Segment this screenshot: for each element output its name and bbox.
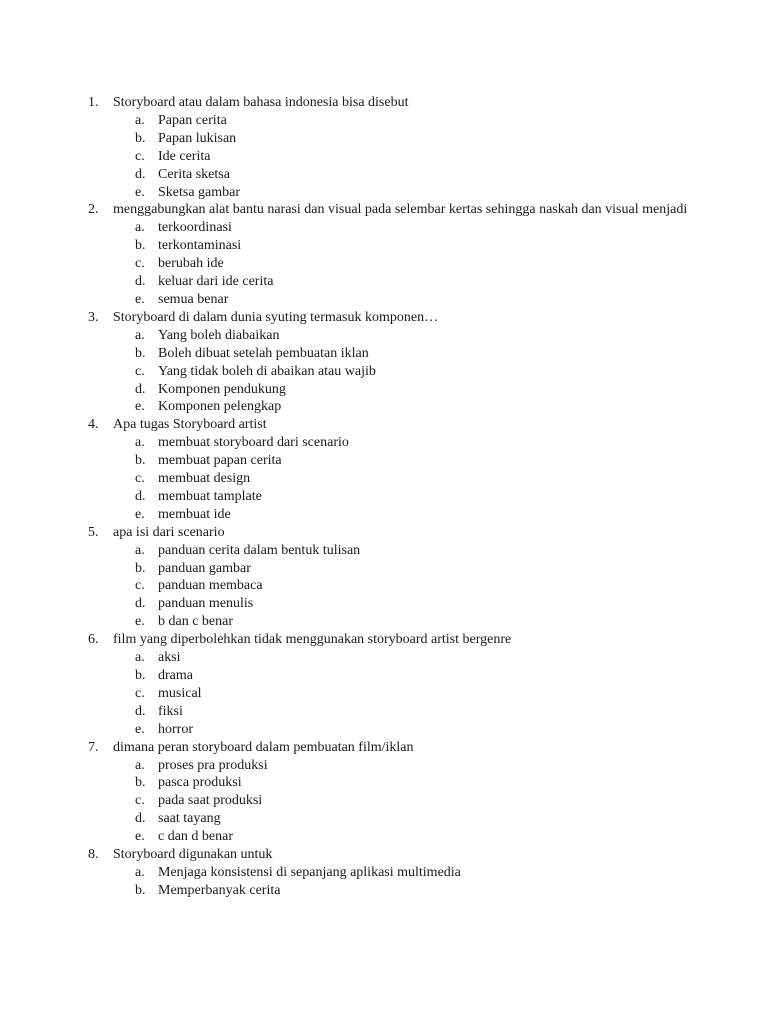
option-letter: b. [135, 775, 146, 791]
question-row [88, 416, 688, 434]
option-text: panduan cerita dalam bentuk tulisan [158, 542, 361, 558]
option-letter: b. [135, 453, 146, 469]
option-text: berubah ide [158, 256, 224, 272]
option-letter: a. [135, 542, 145, 558]
option-text: aksi [158, 650, 181, 666]
option-letter: d. [135, 596, 146, 612]
option-text: pasca produksi [158, 775, 242, 791]
option-letter: b. [135, 238, 146, 254]
option-item [88, 291, 688, 309]
question-row [88, 524, 688, 542]
option-letter: b. [135, 668, 146, 683]
option-item [88, 255, 688, 273]
question-text: Apa tugas Storyboard artist [113, 417, 267, 433]
option-text: terkoordinasi [158, 220, 232, 236]
option-item [88, 166, 688, 184]
option-item [88, 434, 688, 452]
question-row [88, 94, 688, 112]
option-letter: b. [135, 345, 146, 361]
option-text: proses pra produksi [158, 757, 268, 773]
question-number: 1. [88, 95, 99, 110]
option-item [88, 685, 688, 703]
question-text: menggabungkan alat bantu narasi dan visual pada selembar kertas sehingga naskah dan visual menjadi [113, 202, 688, 218]
question-row [88, 631, 688, 649]
option-text: membuat storyboard dari scenario [158, 435, 349, 451]
option-letter: a. [135, 220, 145, 236]
option-letter: e. [135, 829, 145, 845]
option-letter: e. [135, 721, 145, 737]
option-item [88, 828, 688, 846]
question-number: 3. [88, 309, 99, 325]
option-item [88, 381, 688, 399]
option-item [88, 273, 688, 291]
question-text: Storyboard digunakan untuk [113, 847, 273, 863]
question-6 [88, 631, 688, 738]
question-number: 2. [88, 202, 99, 218]
option-letter: a. [135, 327, 145, 343]
option-letter: a. [135, 435, 145, 451]
question-text: dimana peran storyboard dalam pembuatan film/iklan [113, 739, 414, 755]
question-number: 5. [88, 524, 99, 540]
option-item [88, 398, 688, 416]
option-letter: a. [135, 864, 145, 880]
option-item [88, 757, 688, 775]
option-text: saat tayang [158, 811, 221, 827]
option-letter: c. [135, 148, 145, 164]
question-text: apa isi dari scenario [113, 524, 225, 540]
option-text: pada saat produksi [158, 793, 263, 809]
option-text: Yang tidak boleh di abaikan atau wajib [158, 363, 376, 379]
question-number: 4. [88, 417, 99, 433]
option-text: Komponen pendukung [158, 381, 286, 397]
option-letter: b. [135, 882, 146, 898]
option-text: membuat papan cerita [158, 453, 282, 469]
option-text: b dan c benar [158, 614, 234, 630]
option-text: musical [158, 685, 202, 701]
option-letter: d. [135, 703, 146, 719]
option-text: horror [158, 721, 193, 737]
question-list [88, 94, 688, 900]
option-item [88, 649, 688, 667]
question-number: 6. [88, 632, 99, 648]
option-letter: d. [135, 811, 146, 827]
option-list [88, 327, 688, 417]
option-letter: a. [135, 112, 145, 128]
option-letter: c. [135, 793, 145, 809]
option-item [88, 721, 688, 739]
question-text: Storyboard atau dalam bahasa indonesia bisa disebut [113, 95, 409, 110]
option-item [88, 237, 688, 255]
option-text: panduan gambar [158, 560, 251, 576]
option-list [88, 649, 688, 739]
option-item [88, 577, 688, 595]
option-item [88, 864, 688, 882]
option-text: membuat ide [158, 506, 231, 522]
option-letter: d. [135, 166, 146, 182]
question-4 [88, 416, 688, 523]
option-item [88, 882, 688, 900]
option-text: fiksi [158, 703, 183, 719]
option-item [88, 595, 688, 613]
option-item [88, 112, 688, 130]
question-3 [88, 309, 688, 416]
option-letter: e. [135, 184, 145, 200]
option-letter: e. [135, 506, 145, 522]
option-item [88, 774, 688, 792]
option-item [88, 345, 688, 363]
option-item [88, 130, 688, 148]
option-text: drama [158, 668, 193, 683]
option-text: Komponen pelengkap [158, 399, 282, 415]
question-number: 8. [88, 847, 99, 863]
option-item [88, 542, 688, 560]
option-item [88, 452, 688, 470]
option-text: keluar dari ide cerita [158, 274, 274, 290]
option-item [88, 667, 688, 685]
question-text: Storyboard di dalam dunia syuting termasuk komponen… [113, 309, 439, 325]
option-item [88, 810, 688, 828]
option-item [88, 792, 688, 810]
option-letter: e. [135, 614, 145, 630]
option-item [88, 470, 688, 488]
option-item [88, 327, 688, 345]
option-text: membuat design [158, 471, 251, 487]
option-text: panduan membaca [158, 578, 263, 594]
option-text: Yang boleh diabaikan [158, 327, 280, 343]
option-list [88, 864, 688, 900]
option-text: Cerita sketsa [158, 166, 230, 182]
question-text: film yang diperbolehkan tidak menggunakan storyboard artist bergenre [113, 632, 512, 648]
option-letter: a. [135, 757, 145, 773]
option-letter: d. [135, 381, 146, 397]
question-7 [88, 739, 688, 846]
option-item [88, 506, 688, 524]
option-text: terkontaminasi [158, 238, 242, 254]
option-list [88, 757, 688, 847]
option-text: Sketsa gambar [158, 184, 241, 200]
question-row [88, 846, 688, 864]
question-number: 7. [88, 739, 99, 755]
option-letter: a. [135, 650, 145, 666]
option-item [88, 703, 688, 721]
option-letter: b. [135, 130, 146, 146]
option-list [88, 434, 688, 524]
question-row [88, 739, 688, 757]
question-2 [88, 201, 688, 308]
option-text: Papan cerita [158, 112, 227, 128]
option-list [88, 112, 688, 202]
option-letter: d. [135, 488, 146, 504]
option-item [88, 488, 688, 506]
option-list [88, 219, 688, 309]
option-letter: c. [135, 471, 145, 487]
option-letter: c. [135, 685, 145, 701]
option-text: Ide cerita [158, 148, 211, 164]
question-8 [88, 846, 688, 900]
option-item [88, 613, 688, 631]
option-item [88, 219, 688, 237]
option-letter: c. [135, 363, 145, 379]
option-list [88, 542, 688, 632]
option-item [88, 184, 688, 202]
option-text: Papan lukisan [158, 130, 237, 146]
option-item [88, 560, 688, 578]
option-letter: b. [135, 560, 146, 576]
option-text: Memperbanyak cerita [158, 882, 281, 898]
option-letter: c. [135, 256, 145, 272]
option-text: Menjaga konsistensi di sepanjang aplikasi multimedia [158, 864, 461, 880]
option-text: semua benar [158, 291, 229, 307]
question-5 [88, 524, 688, 631]
option-letter: d. [135, 274, 146, 290]
question-1 [88, 94, 688, 201]
option-letter: e. [135, 291, 145, 307]
option-item [88, 363, 688, 381]
option-text: Boleh dibuat setelah pembuatan iklan [158, 345, 369, 361]
option-item [88, 148, 688, 166]
question-row [88, 309, 688, 327]
option-letter: c. [135, 578, 145, 594]
option-text: panduan menulis [158, 596, 254, 612]
option-letter: e. [135, 399, 145, 415]
option-text: membuat tamplate [158, 488, 262, 504]
question-row [88, 201, 688, 219]
option-text: c dan d benar [158, 829, 234, 845]
